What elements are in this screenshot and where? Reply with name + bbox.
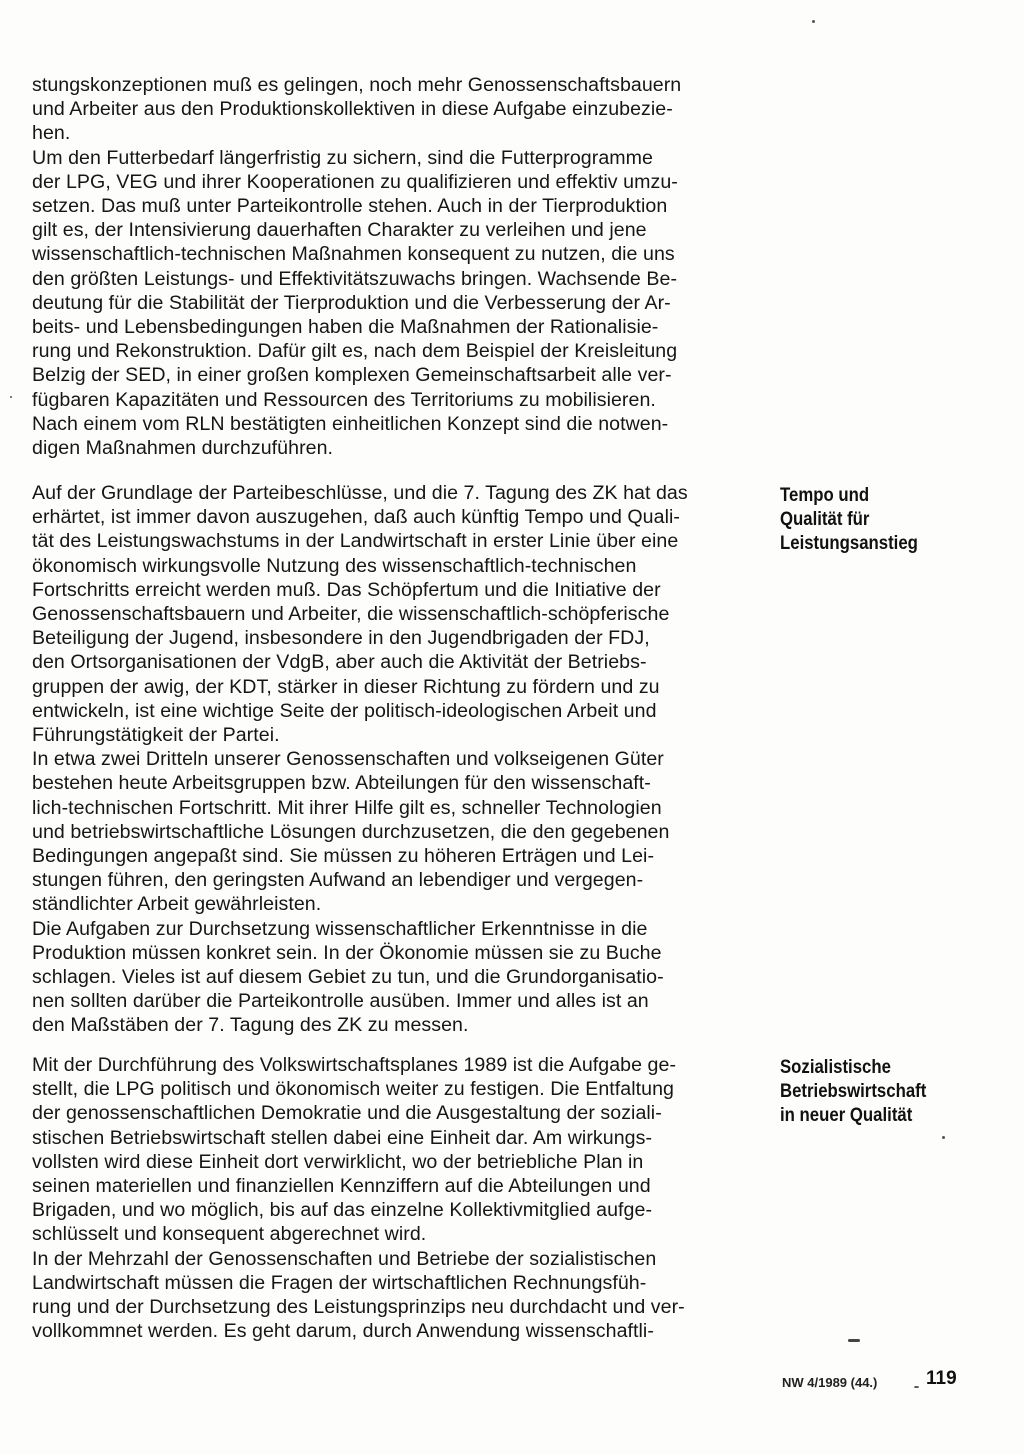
scan-speck	[914, 1386, 919, 1388]
margin-heading-betriebswirtschaft: Sozialistische Betriebswirtschaft in neuer Qualität	[780, 1056, 927, 1126]
scan-speck	[10, 396, 12, 398]
section-2-body	[32, 481, 758, 1038]
scan-speck	[942, 1136, 945, 1139]
scan-speck	[812, 20, 815, 23]
paragraph: Auf der Grundlage der Parteibeschlüsse, und die 7. Tagung des ZK hat das erhärtet, ist immer davon auszugehen, daß auch künftig Tempo und Quali- tät des Leistungswachstums in der Landwirtschaft in erster Linie über eine ökonomisch wirkungsvolle Nutzung des wissenschaftlich-technischen Fortschritts erreicht werden muß. Das Schöpfertum und die Initiative der Genossenschaftsbauern und Arbeiter, die wissenschaftlich-schöpferische Beteiligung der Jugend, insbesondere in den Jugendbrigaden der FDJ, den Ortsorganisationen der VdgB, aber auch die Aktivität der Betriebs- gruppen der awig, der KDT, stärker in dieser Richtung zu fördern und zu entwickeln, ist eine wichtige Seite der politisch-ideologischen Arbeit und Führungstätigkeit der Partei.	[32, 482, 688, 747]
margin-heading-tempo: Tempo und Qualität für Leistungsanstieg	[780, 484, 918, 554]
paragraph: stungskonzeptionen muß es gelingen, noch mehr Genossenschaftsbauern und Arbeiter aus den Produktionskollektiven in diese Aufgabe einzubezie- hen.	[32, 74, 682, 145]
journal-reference: NW 4/1989 (44.)	[782, 1375, 878, 1390]
section-1-body	[32, 73, 758, 460]
paragraph: In der Mehrzahl der Genossenschaften und Betriebe der sozialistischen Landwirtschaft müssen die Fragen der wirtschaftlichen Rechnungsfüh- rung und der Durchsetzung des Leistungsprinzips neu durchdacht und ver- vollkommnet werden. Es geht darum, durch Anwendung wissenschaftli-	[32, 1247, 685, 1343]
section-3-body	[32, 1053, 758, 1343]
paragraph: Die Aufgaben zur Durchsetzung wissenschaftlicher Erkenntnisse in die Produktion müssen konkret sein. In der Ökonomie müssen sie zu Buche schlagen. Vieles ist auf diesem Gebiet zu tun, und die Grundorganisatio- nen sollten darüber die Parteikontrolle ausüben. Immer und alles ist an den Maßstäben der 7. Tagung des ZK zu messen.	[32, 917, 664, 1037]
page-number: 119	[926, 1368, 957, 1389]
paragraph: In etwa zwei Dritteln unserer Genossenschaften und volkseigenen Güter bestehen heute Arbeitsgruppen bzw. Abteilungen für den wissenschaft- lich-technischen Fortschritt. Mit ihrer Hilfe gilt es, schneller Technologien und betriebswirtschaftliche Lösungen durchzusetzen, die den gegebenen Bedingungen angepaßt sind. Sie müssen zu höheren Erträgen und Lei- stungen führen, den geringsten Aufwand an lebendiger und vergegen- ständlichter Arbeit gewährleisten.	[32, 748, 670, 916]
paragraph: Mit der Durchführung des Volkswirtschaftsplanes 1989 ist die Aufgabe ge- stellt, die LPG politisch und ökonomisch weiter zu festigen. Die Entfaltung der genossenschaftlichen Demokratie und die Ausgestaltung der soziali- stischen Betriebswirtschaft stellen dabei eine Einheit dar. Am wirkungs- vollsten wird diese Einheit dort verwirklicht, wo der betriebliche Plan in seinen materiellen und finanziellen Kennziffern auf die Abteilungen und Brigaden, und wo möglich, bis auf das einzelne Kollektivmitglied aufge- schlüsselt und konsequent abgerechnet wird.	[32, 1054, 677, 1246]
scan-smudge	[848, 1339, 860, 1342]
paragraph: Um den Futterbedarf längerfristig zu sichern, sind die Futterprogramme der LPG, VEG und ihrer Kooperationen zu qualifizieren und effektiv umzu- setzen. Das muß unter Parteikontrolle stehen. Auch in der Tierproduktion gilt es, der Intensivierung dauerhaften Charakter zu verleihen und jene wissenschaftlich-technischen Maßnahmen konsequent zu nutzen, die uns den größten Leistungs- und Effektivitätszuwachs bringen. Wachsende Be- deutung für die Stabilität der Tierproduktion und die Verbesserung der Ar- beits- und Lebensbedingungen haben die Maßnahmen der Rationalisie- rung und Rekonstruktion. Dafür gilt es, nach dem Beispiel der Kreisleitung Belzig der SED, in einer großen komplexen Gemeinschaftsarbeit alle ver- fügbaren Kapazitäten und Ressourcen des Territoriums zu mobilisieren. Nach einem vom RLN bestätigten einheitlichen Konzept sind die notwen- digen Maßnahmen durchzuführen.	[32, 146, 678, 460]
